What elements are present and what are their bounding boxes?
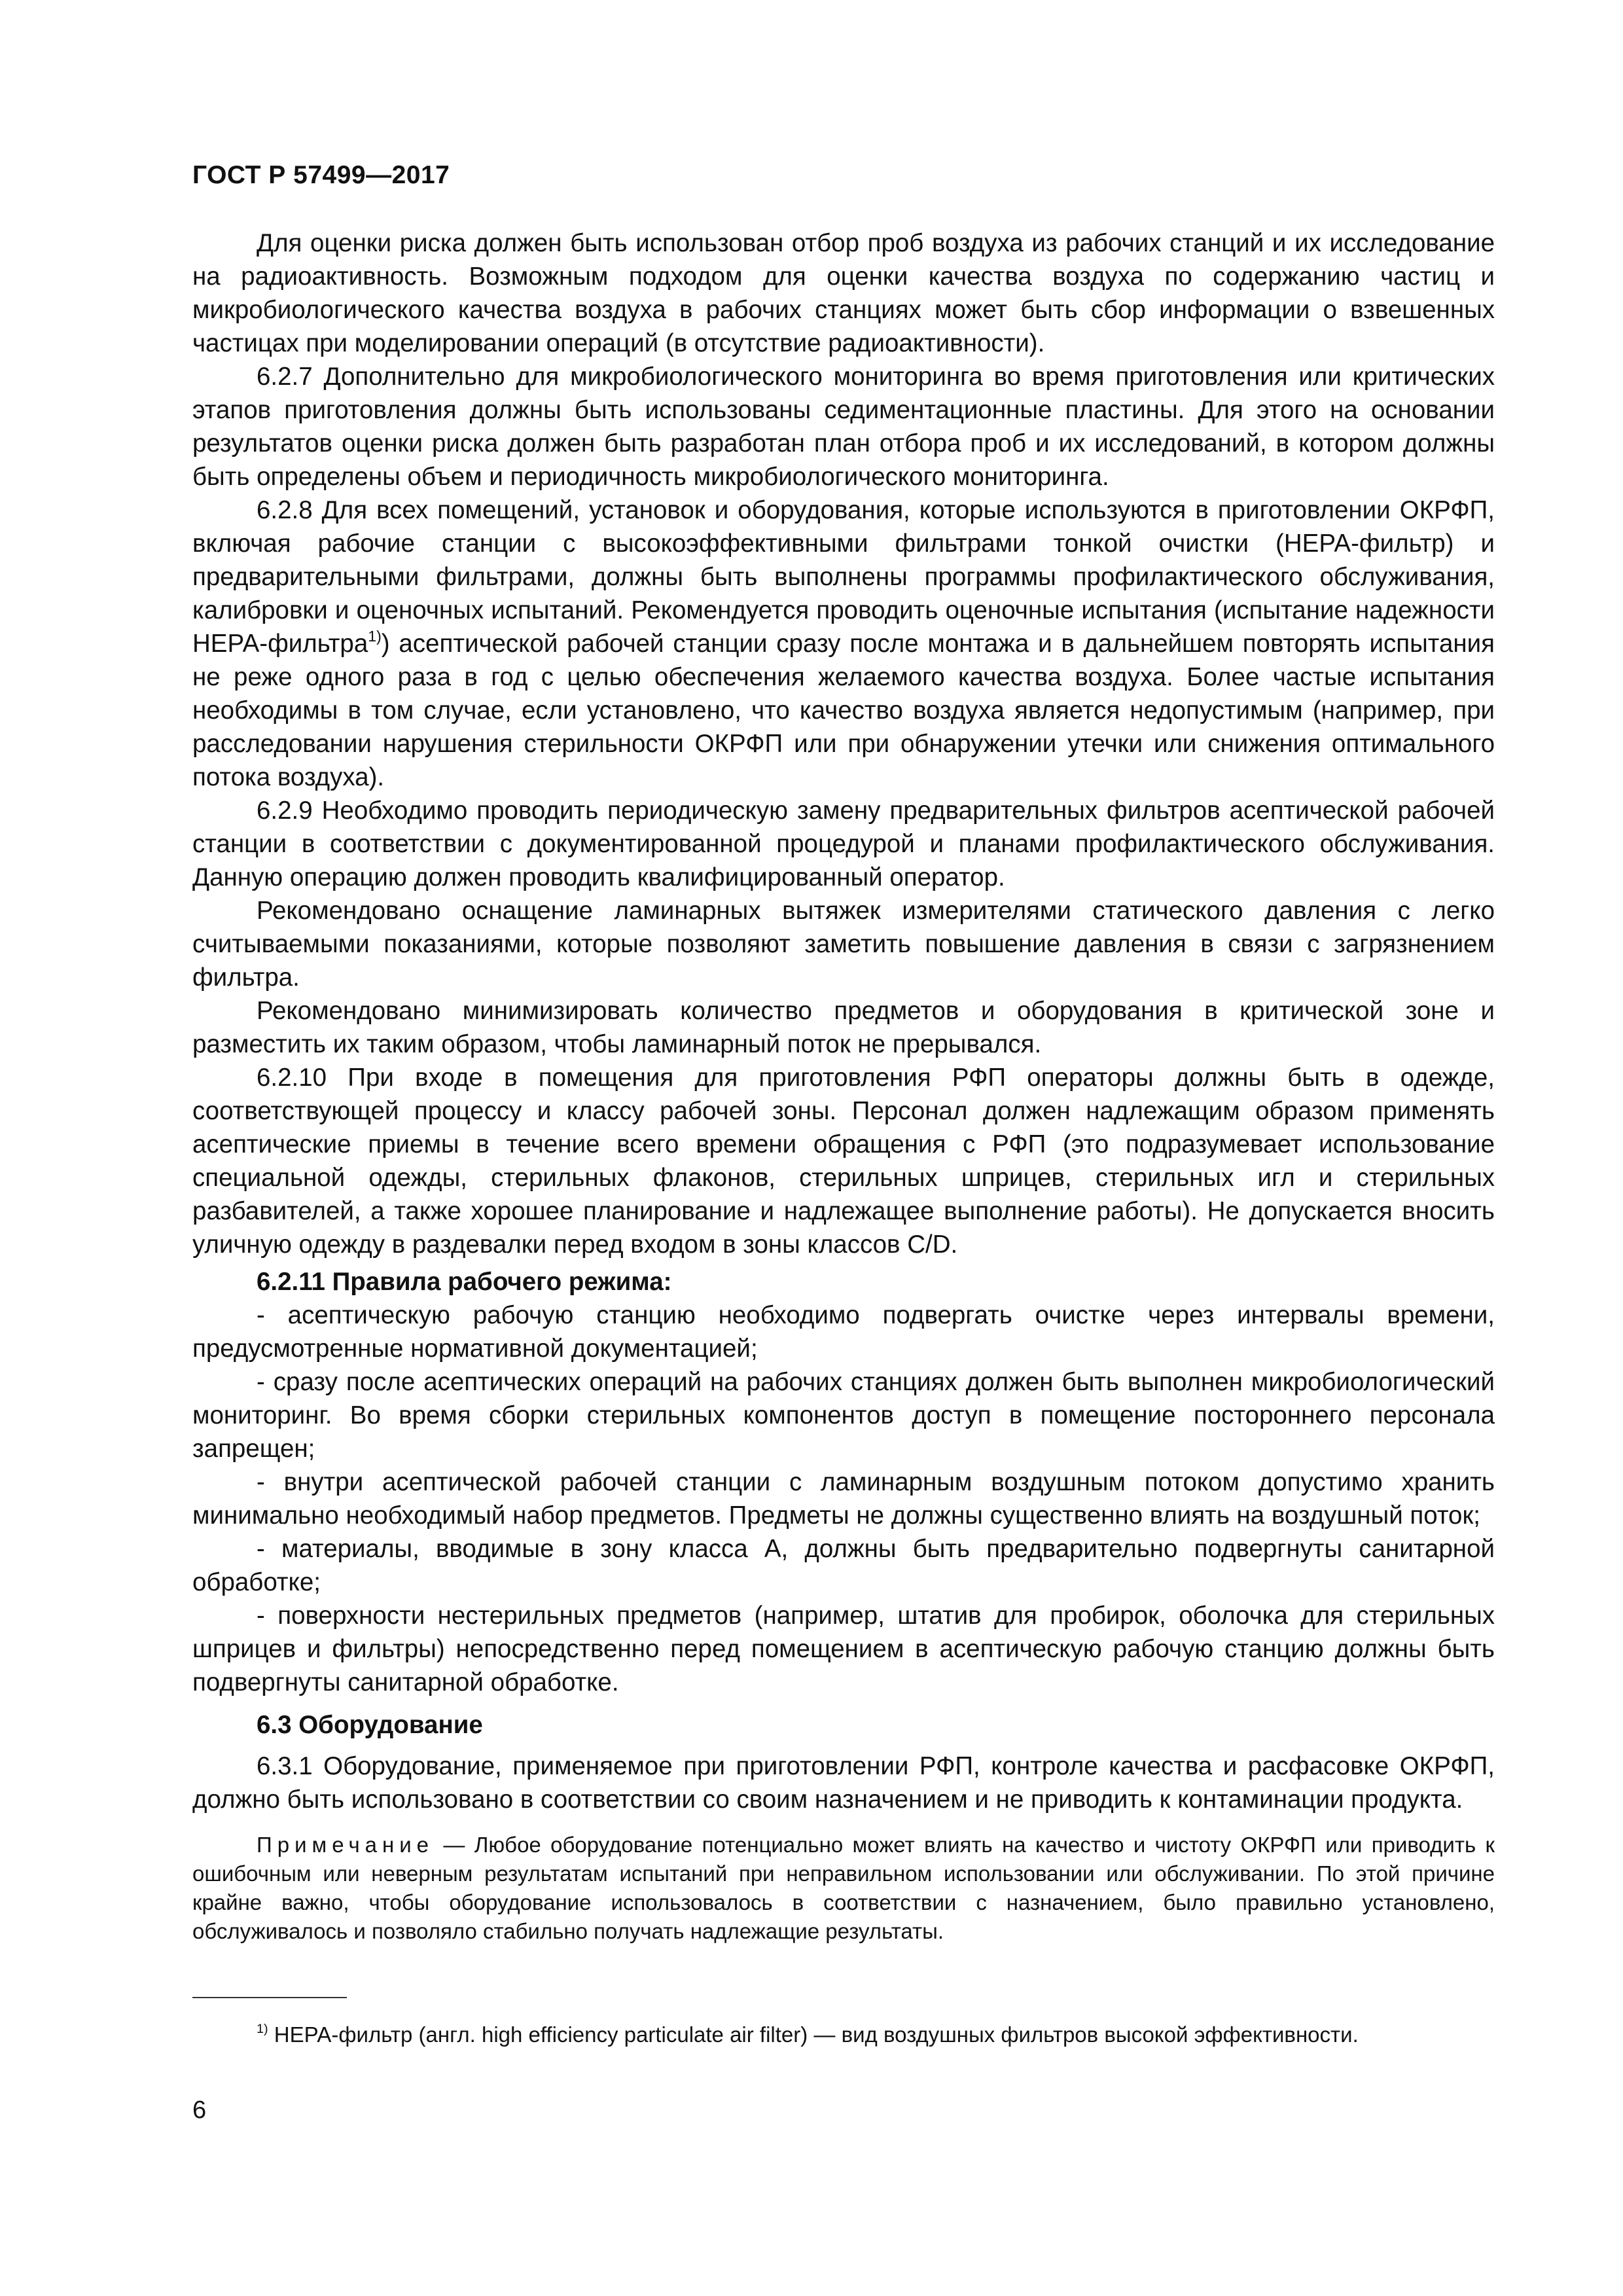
note-text: — Любое оборудование потенциально может влиять на качество и чистоту ОКРФП или приводить к ошибочным или неверным результатам испытаний при неправильном использовании или обслуживании. По этой причине крайне важно, чтобы оборудование использовалось в соответствии с назначением, было правильно установлено, обслуживалось и позволяло стабильно получать надлежащие результаты. <box>192 1833 1495 1943</box>
document-body <box>192 226 1495 1946</box>
note-label: Примечание <box>257 1833 435 1857</box>
page-number: 6 <box>192 2096 207 2124</box>
paragraph-6-2-10: 6.2.10 При входе в помещения для приготовления РФП операторы должны быть в одежде, соответствующей процессу и классу рабочей зоны. Персонал должен надлежащим образом применять асептические приемы в течение всего времени обращения с РФП (это подразумевает использование специальной одежды, стерильных флаконов, стерильных шприцев, стерильных игл и стерильных разбавителей, а также хорошее планирование и надлежащее выполнение работы). Не допускается вносить уличную одежду в раздевалки перед входом в зоны классов C/D. <box>192 1064 1495 1259</box>
paragraph-recommendation-gauges: Рекомендовано оснащение ламинарных вытяжек измерителями статического давления с легко считываемыми показаниями, которые позволяют заметить повышение давления в связи с загрязнением фильтра. <box>192 897 1495 992</box>
paragraph-risk-assessment: Для оценки риска должен быть использован отбор проб воздуха из рабочих станций и их исследование на радиоактивность. Возможным подходом для оценки качества воздуха по содержанию частиц и микробиологического качества воздуха в рабочих станциях может быть сбор информации о взвешенных частицах при моделировании операций (в отсутствие радиоактивности). <box>192 229 1495 357</box>
heading-6-3: 6.3 Оборудование <box>257 1711 483 1739</box>
list-item: - поверхности нестерильных предметов (например, штатив для пробирок, оболочка для стерильных шприцев и фильтры) непосредственно перед помещением в асептическую рабочую станцию должны быть подвергнуты санитарной обработке. <box>192 1602 1495 1696</box>
document-header: ГОСТ Р 57499—2017 <box>192 161 450 189</box>
list-item: - материалы, вводимые в зону класса А, должны быть предварительно подвергнуты санитарной обработке; <box>192 1535 1495 1596</box>
list-item: - сразу после асептических операций на рабочих станциях должен быть выполнен микробиологический мониторинг. Во время сборки стерильных компонентов доступ в помещение постороннего персонала запрещен; <box>192 1368 1495 1463</box>
paragraph-6-3-1: 6.3.1 Оборудование, применяемое при приготовлении РФП, контроле качества и расфасовке ОКРФП, должно быть использовано в соответствии со своим назначением и не приводить к контаминации продукта. <box>192 1752 1495 1814</box>
footnote-marker: 1) <box>257 2022 268 2036</box>
paragraph-6-2-8-text-b: ) асептической рабочей станции сразу после монтажа и в дальнейшем повторять испытания не реже одного раза в год с целью обеспечения желаемого качества воздуха. Более частые испытания необходимы в том случае, если установлено, что качество воздуха является недопустимым (например, при расследовании нарушения стерильности ОКРФП или при обнаружении утечки или снижения оптимального потока воздуха). <box>192 630 1495 791</box>
list-item: - внутри асептической рабочей станции с ламинарным воздушным потоком допустимо хранить минимально необходимый набор предметов. Предметы не должны существенно влиять на воздушный поток; <box>192 1468 1495 1530</box>
list-item: - асептическую рабочую станцию необходимо подвергать очистке через интервалы времени, предусмотренные нормативной документацией; <box>192 1301 1495 1363</box>
paragraph-6-2-8-text-a: 6.2.8 Для всех помещений, установок и оборудования, которые используются в приготовлении ОКРФП, включая рабочие станции с высокоэффективными фильтрами тонкой очистки (НЕРА-фильтр) и предварительными фильтрами, должны быть выполнены программы профилактического обслуживания, калибровки и оценочных испытаний. Рекомендуется проводить оценочные испытания (испытание надежности НЕРА-фильтра <box>192 496 1495 658</box>
paragraph-recommendation-minimize: Рекомендовано минимизировать количество предметов и оборудования в критической зоне и разместить их таким образом, чтобы ламинарный поток не прерывался. <box>192 997 1495 1058</box>
paragraph-6-2-9: 6.2.9 Необходимо проводить периодическую замену предварительных фильтров асептической рабочей станции в соответствии с документированной процедурой и планами профилактического обслуживания. Данную операцию должен проводить квалифицированный оператор. <box>192 797 1495 891</box>
footnote-text: НЕРА-фильтр (англ. high efficiency particulate air filter) — вид воздушных фильтров высокой эффективности. <box>268 2022 1359 2047</box>
note-paragraph <box>192 1831 1495 1946</box>
footnote <box>192 2020 1495 2049</box>
heading-6-2-11: 6.2.11 Правила рабочего режима: <box>257 1268 672 1296</box>
paragraph-6-2-8 <box>192 493 1495 794</box>
footnote-separator <box>192 1997 347 1998</box>
paragraph-6-2-7: 6.2.7 Дополнительно для микробиологического мониторинга во время приготовления или критических этапов приготовления должны быть использованы седиментационные пластины. Для этого на основании результатов оценки риска должен быть разработан план отбора проб и их исследований, в котором должны быть определены объем и периодичность микробиологического мониторинга. <box>192 363 1495 491</box>
footnote-reference: 1) <box>368 628 382 645</box>
